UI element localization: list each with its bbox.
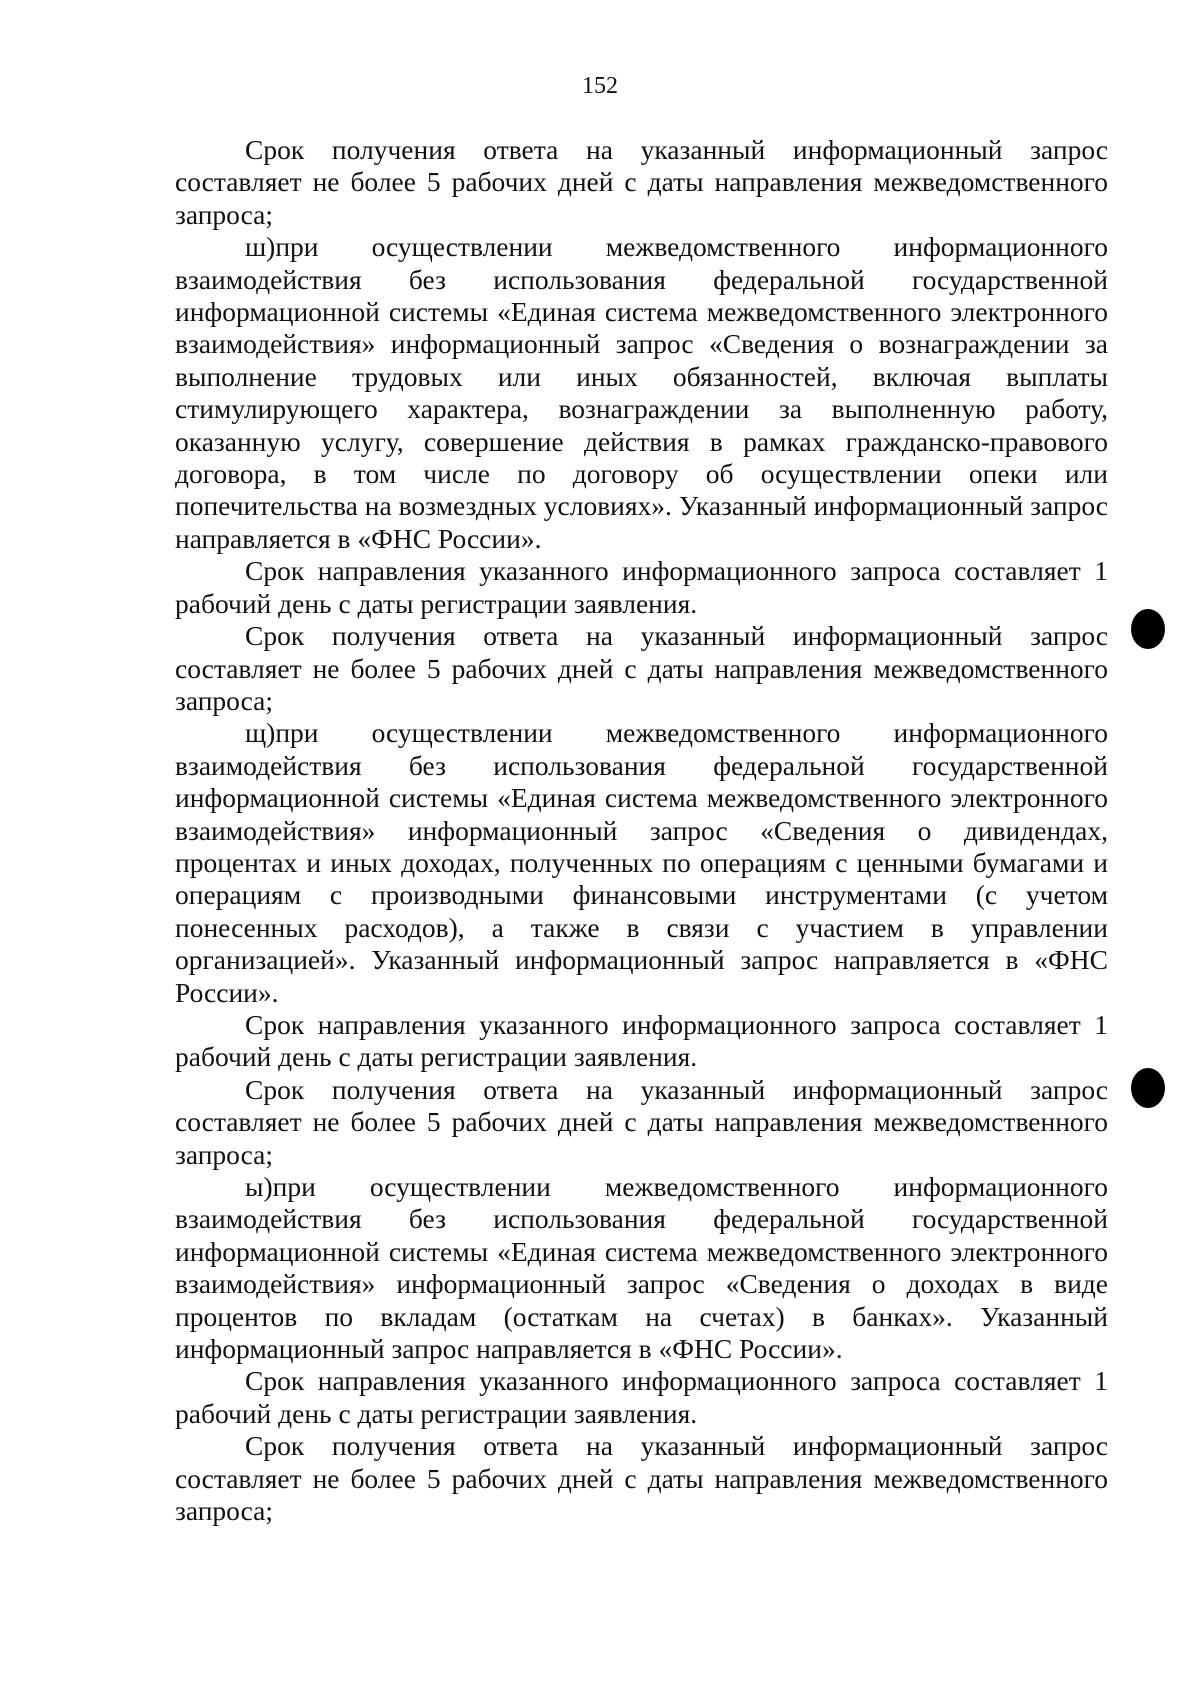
punch-hole-mark (1131, 609, 1165, 649)
paragraph-response-deadline: Срок получения ответа на указанный информационный запрос составляет не более 5 рабочих дней с даты направления межведомственного запроса; (175, 620, 1108, 716)
paragraph-item-shcha: щ)при осуществлении межведомственного информационного взаимодействия без использования федеральной государственной информационной системы «Единая система межведомственного электронного взаимодействия» информационный запрос «Сведения о дивидендах, процентах и иных доходах, полученных по операциям с ценными бумагами и операциям с производными финансовыми инструментами (с учетом понесенных расходов), а также в связи с участием в управлении организацией». Указанный информационный запрос направляется в «ФНС России». (175, 717, 1108, 1008)
paragraph-response-deadline: Срок получения ответа на указанный информационный запрос составляет не более 5 рабочих дней с даты направления межведомственного запроса; (175, 1430, 1108, 1527)
paragraph-send-deadline: Срок направления указанного информационного запроса составляет 1 рабочий день с даты регистрации заявления. (175, 555, 1108, 619)
paragraph-item-y: ы)при осуществлении межведомственного информационного взаимодействия без использования федеральной государственной информационной системы «Единая система межведомственного электронного взаимодействия» информационный запрос «Сведения о доходах в виде процентов по вкладам (остаткам на счетах) в банках». Указанный информационный запрос направляется в «ФНС России». (175, 1171, 1108, 1365)
paragraph-item-sha: ш)при осуществлении межведомственного информационного взаимодействия без использования федеральной государственной информационной системы «Единая система межведомственного электронного взаимодействия» информационный запрос «Сведения о вознаграждении за выполнение трудовых или иных обязанностей, включая выплаты стимулирующего характера, вознаграждении за выполненную работу, оказанную услугу, совершение действия в рамках гражданско-правового договора, в том числе по договору об осуществлении опеки или попечительства на возмездных условиях». Указанный информационный запрос направляется в «ФНС России». (175, 231, 1108, 554)
paragraph-send-deadline: Срок направления указанного информационного запроса составляет 1 рабочий день с даты регистрации заявления. (175, 1008, 1108, 1073)
paragraph-response-deadline: Срок получения ответа на указанный информационный запрос составляет не более 5 рабочих дней с даты направления межведомственного запроса; (175, 134, 1108, 230)
paragraph-response-deadline: Срок получения ответа на указанный информационный запрос составляет не более 5 рабочих дней с даты направления межведомственного запроса; (175, 1073, 1108, 1170)
punch-hole-mark (1131, 1068, 1165, 1108)
page-number: 152 (582, 73, 618, 99)
paragraph-send-deadline: Срок направления указанного информационного запроса составляет 1 рабочий день с даты регистрации заявления. (175, 1365, 1108, 1429)
document-body (175, 134, 1108, 1527)
